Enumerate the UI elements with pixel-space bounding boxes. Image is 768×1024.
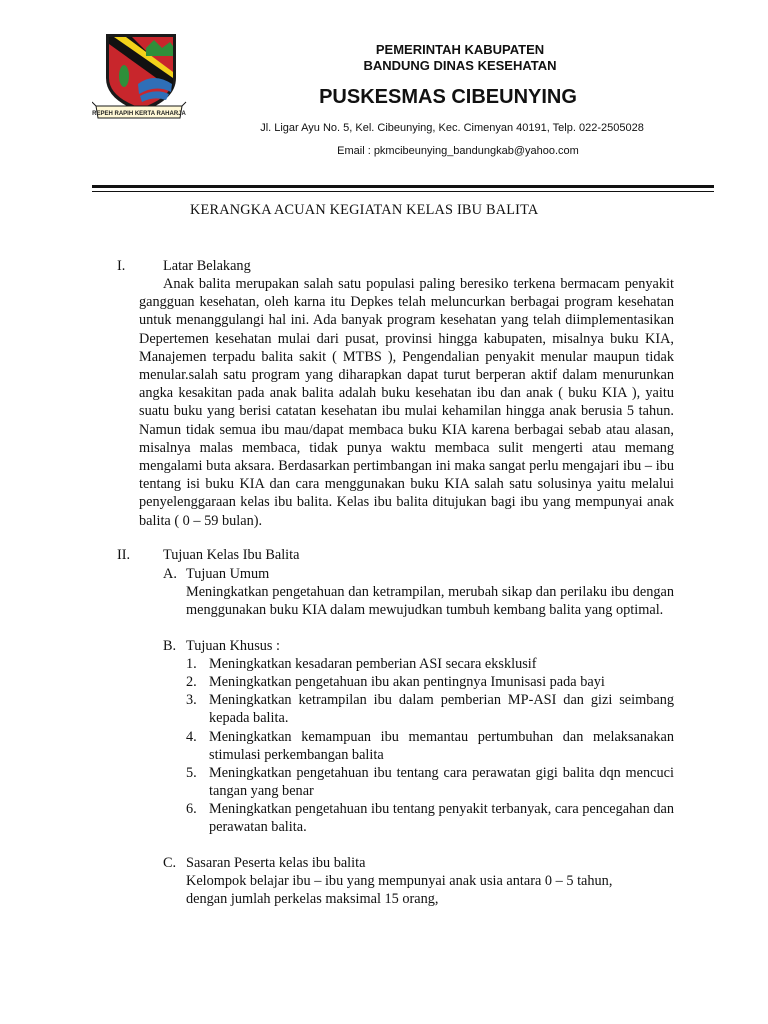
subsection-c-title: Sasaran Peserta kelas ibu balita	[186, 855, 366, 871]
goal-item-number: 3.	[186, 692, 197, 708]
subsection-a-text: Meningkatkan pengetahuan dan ketrampilan, merubah sikap dan perilaku ibu dengan menggunakan buku KIA dalam mewujudkan tumbuh kembang balita yang optimal.	[186, 584, 674, 619]
goal-item-number: 5.	[186, 765, 197, 781]
goal-item-text: Meningkatkan pengetahuan ibu akan pentingnya Imunisasi pada bayi	[209, 674, 605, 690]
goal-item-text: Meningkatkan ketrampilan ibu dalam pemberian MP-ASI dan gizi seimbang kepada balita.	[209, 692, 674, 727]
subsection-c-text-line2: dengan jumlah perkelas maksimal 15 orang,	[186, 891, 439, 907]
goal-item-number: 1.	[186, 656, 197, 672]
letterhead-address: Jl. Ligar Ayu No. 5, Kel. Cibeunying, Kec. Cimenyan 40191, Telp. 022-2505028	[260, 122, 644, 134]
letterhead-divider-thin	[92, 191, 714, 192]
subsection-c-letter: C.	[163, 855, 177, 871]
section-2-title: Tujuan Kelas Ibu Balita	[163, 547, 300, 563]
subsection-b-letter: B.	[163, 638, 177, 654]
letterhead-government-line: PEMERINTAH KABUPATEN	[375, 42, 545, 57]
letterhead-email: Email : pkmcibeunying_bandungkab@yahoo.com	[337, 145, 579, 157]
subsection-a-title: Tujuan Umum	[186, 566, 270, 582]
letterhead-department-line: BANDUNG DINAS KESEHATAN	[363, 58, 557, 73]
subsection-b-title: Tujuan Khusus :	[186, 638, 281, 654]
letterhead-divider-thick	[92, 185, 714, 188]
logo-motto: REPEH RAPIH KERTA RAHARJA	[92, 111, 186, 117]
subsection-a-letter: A.	[163, 566, 177, 582]
subsection-c-text-line1: Kelompok belajar ibu – ibu yang mempunyai anak usia antara 0 – 5 tahun,	[186, 873, 613, 889]
goal-item-number: 4.	[186, 729, 197, 745]
section-1-number: I.	[117, 258, 126, 274]
section-2-number: II.	[117, 547, 131, 563]
document-title: KERANGKA ACUAN KEGIATAN KELAS IBU BALITA	[190, 202, 539, 218]
goal-item-text: Meningkatkan kemampuan ibu memantau pertumbuhan dan melaksanakan stimulasi perkembangan balita	[209, 729, 674, 764]
goal-item-number: 6.	[186, 801, 197, 817]
letterhead-institution-name: PUSKESMAS CIBEUNYING	[319, 86, 577, 108]
goal-item-number: 2.	[186, 674, 197, 690]
goal-item-text: Meningkatkan pengetahuan ibu tentang penyakit terbanyak, cara pencegahan dan perawatan balita.	[209, 801, 674, 836]
goal-item-text: Meningkatkan pengetahuan ibu tentang cara perawatan gigi balita dqn mencuci tangan yang benar	[209, 765, 674, 800]
section-1-title: Latar Belakang	[163, 258, 251, 274]
section-1-paragraph: Anak balita merupakan salah satu populasi paling beresiko terkena bermacam penyakit gangguan kesehatan, oleh karna itu Depkes telah meluncurkan berbagai program kesehatan untuk menanggulangi hal ini. Ada banyak program kesehatan yang telah diimplementasikan Depertemen kesehatan mulai dari pusat, provinsi hingga kabupaten, misalnya buku KIA, Manajemen terpadu balita sakit ( MTBS ), Pengendalian penyakit menular maupun tidak menular.salah satu program yang diharapkan dapat turut berperan aktif dalam menurunkan angka kesakitan pada anak balita adalah buku kesehatan ibu dan anak ( buku KIA ), yaitu suatu buku yang berisi catatan kesehatan ibu mulai kehamilan hingga anak berusia 5 tahun. Namun tidak semua ibu mau/dapat membaca buku KIA karena berbagai sebab atau alasan, misalnya malas membaca, tidak punya waktu membaca sulit mengerti atau memang mengalami buta aksara. Berdasarkan pertimbangan ini maka sangat perlu mengajari ibu – ibu tentang isi buku KIA dan cara menggunakan buku KIA salah satu solusinya yaitu melalui penyelenggaraan kelas ibu balita. Kelas ibu balita ditujukan bagi ibu yang mempunyai anak balita ( 0 – 59 bulan).	[139, 276, 674, 529]
goal-item-text: Meningkatkan kesadaran pemberian ASI secara eksklusif	[209, 656, 537, 672]
